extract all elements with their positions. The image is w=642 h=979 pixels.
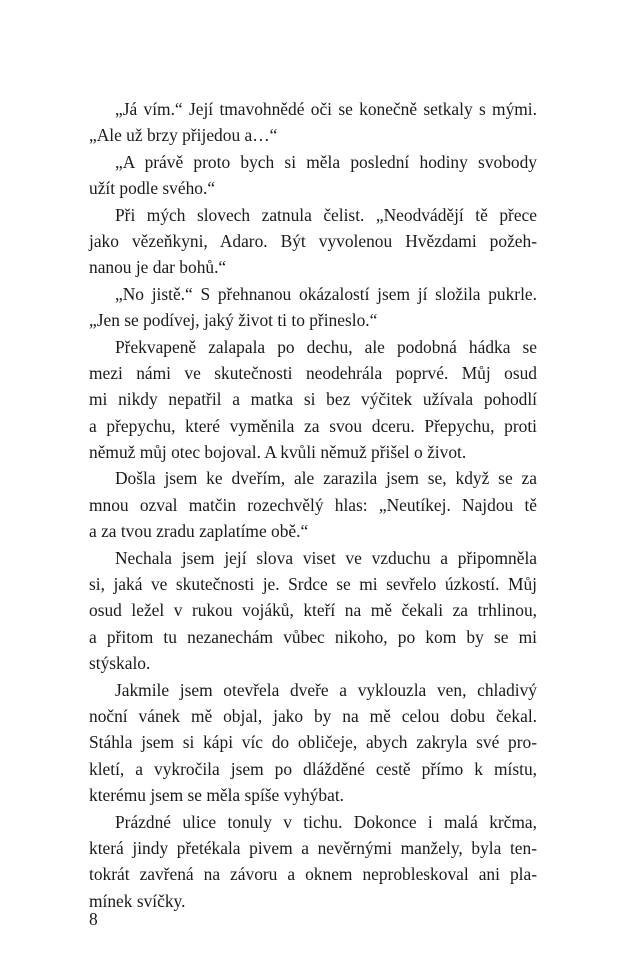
text-line: noční vánek mě objal, jako by na mě celou dobu čekal. xyxy=(89,705,537,726)
text-line: a přitom tu nezanechám vůbec nikoho, po kom by se mi xyxy=(89,626,537,647)
text-line: Stáhla jsem si kápi víc do obličeje, abych zakryla své pro- xyxy=(89,732,537,753)
text-line: Došla jsem ke dveřím, ale zarazila jsem se, když se za xyxy=(115,468,537,489)
text-line: kletí, a vykročila jsem po dlážděné cestě přímo k místu, xyxy=(89,758,537,779)
text-line: „Já vím.“ Její tmavohnědé oči se konečně setkaly s mými. xyxy=(115,99,537,119)
text-line: nanou je dar bohů.“ xyxy=(89,257,227,278)
text-line: „Jen se podívej, jaký život ti to přineslo.“ xyxy=(89,310,378,331)
text-line: Prázdné ulice tonuly v tichu. Dokonce i malá krčma, xyxy=(115,811,537,832)
text-line: Při mých slovech zatnula čelist. „Neodvádějí tě přece xyxy=(115,204,537,225)
page-number: 8 xyxy=(89,909,98,929)
text-line: která jindy přetékala pivem a nevěrnými manžely, byla ten- xyxy=(89,837,537,858)
text-line: Nechala jsem její slova viset ve vzduchu a připomněla xyxy=(115,547,537,568)
text-line: tokrát zavřená na závoru a oknem neprobleskoval ani pla- xyxy=(89,864,537,885)
text-line: němuž můj otec bojoval. A kvůli němuž přišel o život. xyxy=(89,442,467,463)
text-line: kterému jsem se měla spíše vyhýbat. xyxy=(89,785,345,806)
text-line: mi nikdy nepatřil a matka si bez výčitek užívala pohodlí xyxy=(89,389,537,410)
text-line: a přepychu, které vyměnila za svou dceru. Přepychu, proti xyxy=(89,415,537,436)
text-line: osud ležel v rukou vojáků, kteří na mě čekali za trhlinou, xyxy=(89,600,537,621)
body-text xyxy=(89,96,537,914)
text-line: Jakmile jsem otevřela dveře a vyklouzla ven, chladivý xyxy=(115,679,537,700)
text-line: mezi námi ve skutečnosti neodehrála poprvé. Můj osud xyxy=(89,362,537,383)
text-line: mínek svíčky. xyxy=(89,890,186,911)
text-line: mnou ozval matčin rozechvělý hlas: „Neutíkej. Najdou tě xyxy=(89,494,537,515)
text-line: „Ale už brzy přijedou a…“ xyxy=(89,125,278,146)
text-line: Překvapeně zalapala po dechu, ale podobná hádka se xyxy=(115,336,537,357)
text-line: užít podle svého.“ xyxy=(89,178,216,199)
text-line: „A právě proto bych si měla poslední hodiny svobody xyxy=(115,151,537,172)
text-line: a za tvou zradu zaplatíme obě.“ xyxy=(89,521,309,542)
text-line: si, jaká ve skutečnosti je. Srdce se mi sevřelo úzkostí. Můj xyxy=(89,574,537,595)
text-line: stýskalo. xyxy=(89,653,151,674)
text-line: „No jistě.“ S přehnanou okázalostí jsem jí složila pukrle. xyxy=(115,283,537,304)
text-line: jako vězeňkyni, Adaro. Být vyvolenou Hvězdami požeh- xyxy=(89,230,537,251)
